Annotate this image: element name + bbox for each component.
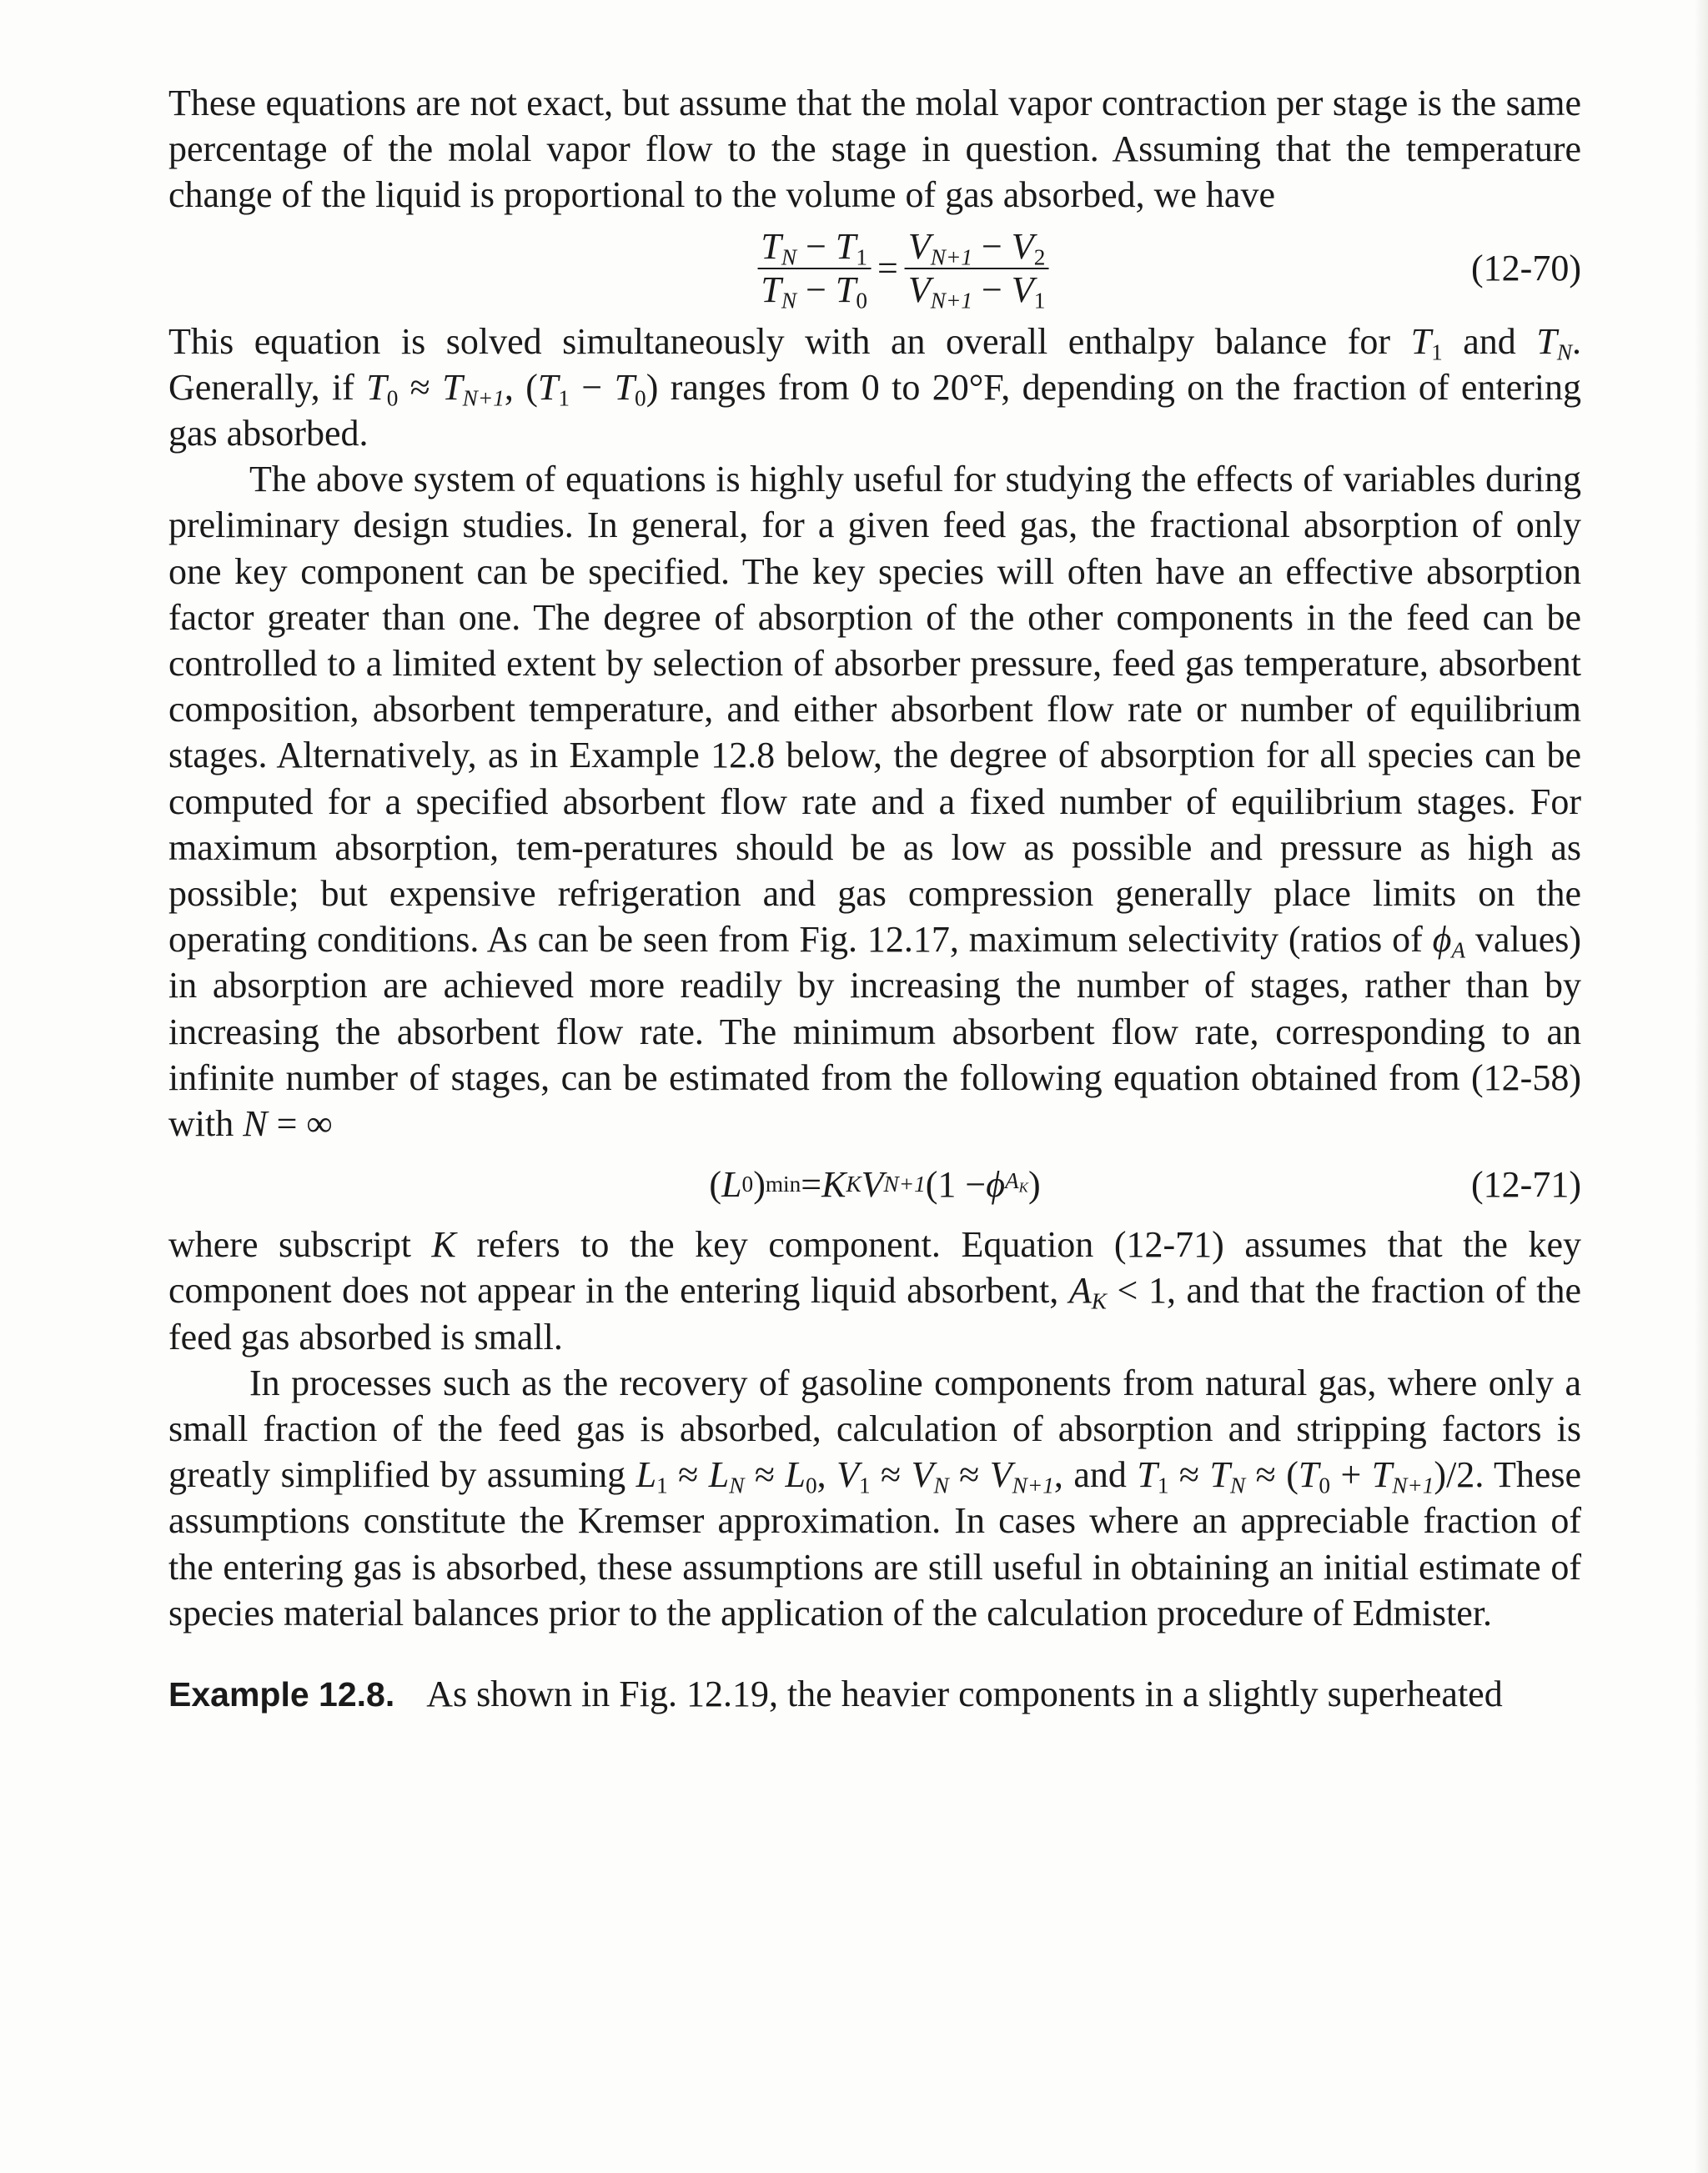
example-text: As shown in Fig. 12.19, the heavier components in a slightly superheated: [426, 1674, 1503, 1715]
equation-number-12-70: (12-70): [1471, 248, 1581, 289]
equation-12-70: [168, 218, 1581, 319]
equation-number-12-71: (12-71): [1471, 1163, 1581, 1205]
example-label: Example 12.8.: [168, 1675, 395, 1714]
page-text: [168, 80, 1581, 1718]
paragraph-2: This equation is solved simultaneously with an overall enthalpy balance for $T_1$ and $T_N$. Generally, if $T_0 \approx T_{N+1}$, $(T_1 - T_0)$ ranges from 0 to 20°F, depending on the fraction of entering gas absorbed.: [168, 320, 1582, 454]
equation-12-71: [168, 1147, 1581, 1222]
equation-12-71-body: ( L 0 ) min = K K V N+1 (1 − ϕ $A_K$ ): [709, 1163, 1041, 1205]
fraction-left: $\frac{T_N - T_1}{T_N - T_0}$: [757, 228, 871, 309]
fraction-right: $\frac{V_{N+1} - V_2}{V_{N+1} - V_1}$: [905, 228, 1048, 309]
paragraph-3: The above system of equations is highly useful for studying the effects of variables during preliminary design studies. In general, for a given feed gas, the fractional absorption of only one key component can be specified. The key species will often have an effective absorption factor greater than one. The degree of absorption of the other components in the feed can be controlled to a limited extent by selection of absorber pressure, feed gas temperature, absorbent composition, absorbent temperature, and either absorbent flow rate or number of equilibrium stages. Alternatively, as in Example 12.8 below, the degree of absorption for all species can be computed for a specified absorbent flow rate and a fixed number of equilibrium stages. For maximum absorption, tem-peratures should be as low as possible and pressure as high as possible; but expensive refrigeration and gas compression generally place limits on the operating conditions. As can be seen from Fig. 12.17, maximum selectivity (ratios of $\phi_A$ values) in absorption are achieved more readily by increasing the number of stages, rather than by increasing the absorbent flow rate. The minimum absorbent flow rate, corresponding to an infinite number of stages, can be estimated from the following equation obtained from (12-58) with N = ∞: [168, 459, 1581, 1145]
page-edge-shadow: [1695, 0, 1708, 2173]
paragraph-4: where subscript K refers to the key component. Equation (12-71) assumes that the key component does not appear in the entering liquid absorbent, $A_K < 1$, and that the fraction of the feed gas absorbed is small.: [168, 1224, 1582, 1357]
example-12-8: [168, 1671, 1581, 1718]
paragraph-5: In processes such as the recovery of gasoline components from natural gas, where only a small fraction of the feed gas is absorbed, calculation of absorption and stripping factors is greatly simplified by assuming $L_1 \approx L_N \approx L_0$, $V_1 \approx V_N \approx V_{N+1}$, and $T_1 \approx T_N \approx (T_0 + T_{N+1})/2$. These assumptions constitute the Kremser approximation. In cases where an appreciable fraction of the entering gas is absorbed, these assumptions are still useful in obtaining an initial estimate of species material balances prior to the application of the calculation procedure of Edmister.: [168, 1362, 1582, 1634]
equation-12-70-body: $\frac{T_N - T_1}{T_N - T_0}$ = $\frac{V_{N+1} - V_2}{V_{N+1} - V_1}$: [757, 228, 1048, 309]
paragraph-1: These equations are not exact, but assume that the molal vapor contraction per stage is the same percentage of the molal vapor flow to the stage in question. Assuming that the temperature change of the liquid is proportional to the volume of gas absorbed, we have: [168, 83, 1582, 216]
